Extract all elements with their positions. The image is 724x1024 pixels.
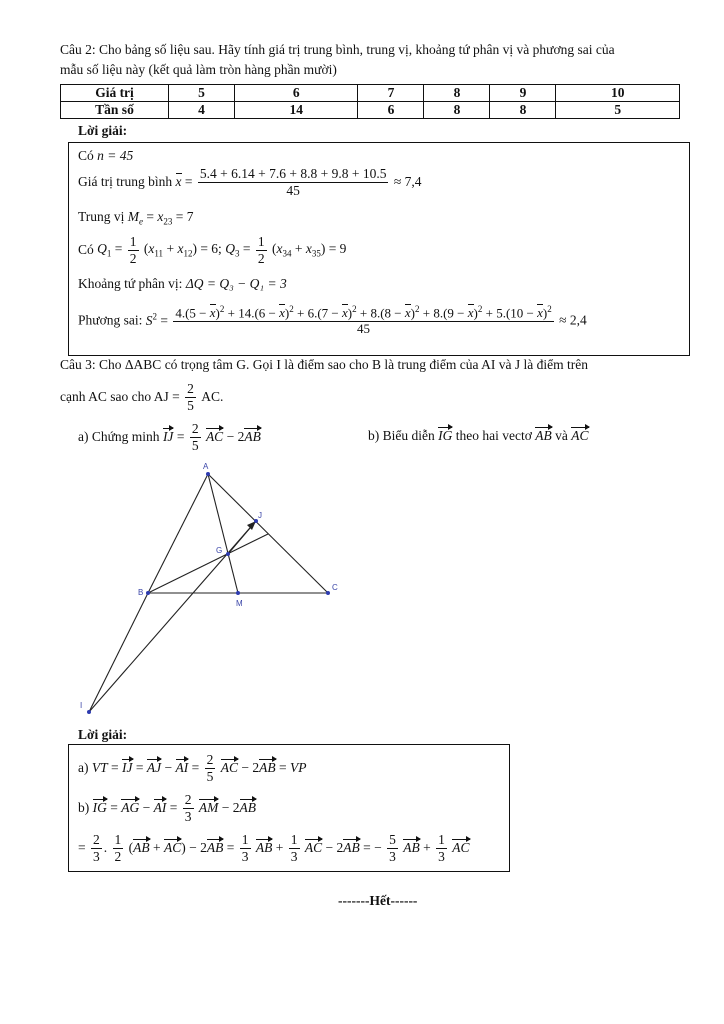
footer-end: -------Hết------ (338, 893, 418, 908)
sol-n: Có n = 45 (78, 148, 134, 163)
point-C (326, 591, 330, 595)
label-G: G (216, 546, 223, 555)
label-I: I (80, 701, 83, 710)
sol-variance: Phương sai: $S^2$ = $4.(5 - x)^2 + 14.(6 - x)^2 + 6.(7 - x)^2 + 8.(8 - x)^2 + 8.(9 - x)^2 + 5.(10 - x)^2$ 45 ≈ 2,4 (78, 304, 587, 337)
sol-b-cont: = $\frac{2}{3}$ . $\frac{1}{2}$ (AB + AC) − 2AB = $\frac{1}{3}$ AB + $\frac{1}{3}$ AC − 2AB = − $\frac{5}{3}$ AB + $\frac{1}{3}$ AC (78, 832, 470, 864)
triangle-figure (70, 455, 370, 725)
median-AM (208, 474, 238, 593)
q2-line2: mẫu số liệu này (kết quả làm tròn hàng phần mười) (60, 62, 337, 77)
frequency-table (60, 84, 680, 119)
value-cell: 10 (556, 85, 680, 102)
point-M (236, 591, 240, 595)
sol-mean: Giá trị trung bình x = $\frac{5.4 + 6.14 + 7.6 + 8.8 + 9.8 + 10.5}{45}$ ≈ 7,4 (78, 166, 422, 198)
value-cell: 5 (169, 85, 235, 102)
point-I (87, 710, 91, 714)
sol-b: b) IG = AG − AI = $\frac{2}{3}$ AM − 2AB (78, 792, 256, 824)
label-M: M (236, 599, 243, 608)
q2-solution-label: Lời giải: (78, 123, 128, 138)
q2-line1: Câu 2: Cho bảng số liệu sau. Hãy tính giá trị trung bình, trung vị, khoảng tứ phân vị và phương sai của (60, 42, 615, 57)
q3-solution-label: Lời giải: (78, 727, 128, 742)
sol-a: a) VT = IJ = AJ − AI = $\frac{2}{5}$ AC − 2AB = VP (78, 752, 307, 784)
frequency-cell: 4 (169, 102, 235, 119)
q3-part-a: a) Chứng minh IJ = $\frac{2}{5}$ AC − 2AB (78, 421, 261, 453)
segment-IJ (89, 521, 256, 712)
label-J: J (258, 511, 262, 520)
label-B: B (138, 588, 144, 597)
sol-median: Trung vị $M_e = x_{23} = 7$ (78, 209, 194, 227)
point-A (206, 472, 210, 476)
value-cell: 8 (424, 85, 490, 102)
table-row-values (61, 85, 680, 102)
q3-line1: Câu 3: Cho ΔABC có trọng tâm G. Gọi I là điểm sao cho B là trung điểm của AI và J là điểm trên (60, 357, 588, 372)
label-C: C (332, 583, 338, 592)
row-label: Tần số (61, 102, 169, 119)
label-A: A (203, 462, 209, 471)
frequency-cell: 6 (358, 102, 424, 119)
value-cell: 7 (358, 85, 424, 102)
frequency-cell: 8 (424, 102, 490, 119)
q3-line2: cạnh AC sao cho AJ = $\frac{2}{5}$ AC. (60, 381, 224, 413)
row-label: Giá trị (61, 85, 169, 102)
point-B (146, 591, 150, 595)
sol-quartiles: Có $Q_1$ = $\frac{1}{2}$ $(x_{11} + x_{12}) = 6$; $Q_3$ = $\frac{1}{2}$ $(x_{34} + x_{35}) = 9$ (78, 234, 347, 266)
median-B (148, 534, 268, 593)
value-cell: 9 (490, 85, 556, 102)
q3-part-b: b) Biểu diễn IG theo hai vectơ AB và AC (368, 428, 589, 443)
value-cell: 6 (235, 85, 358, 102)
segment-BI (89, 593, 148, 712)
sol-iqr: Khoảng tứ phân vị: ΔQ = Q₃ − Q₁ = 3 (78, 276, 287, 291)
frequency-cell: 8 (490, 102, 556, 119)
frequency-cell: 5 (556, 102, 680, 119)
table-row-frequencies (61, 102, 680, 119)
point-G (226, 552, 230, 556)
segment-AB (148, 474, 208, 593)
segment-AC (208, 474, 328, 593)
frequency-cell: 14 (235, 102, 358, 119)
